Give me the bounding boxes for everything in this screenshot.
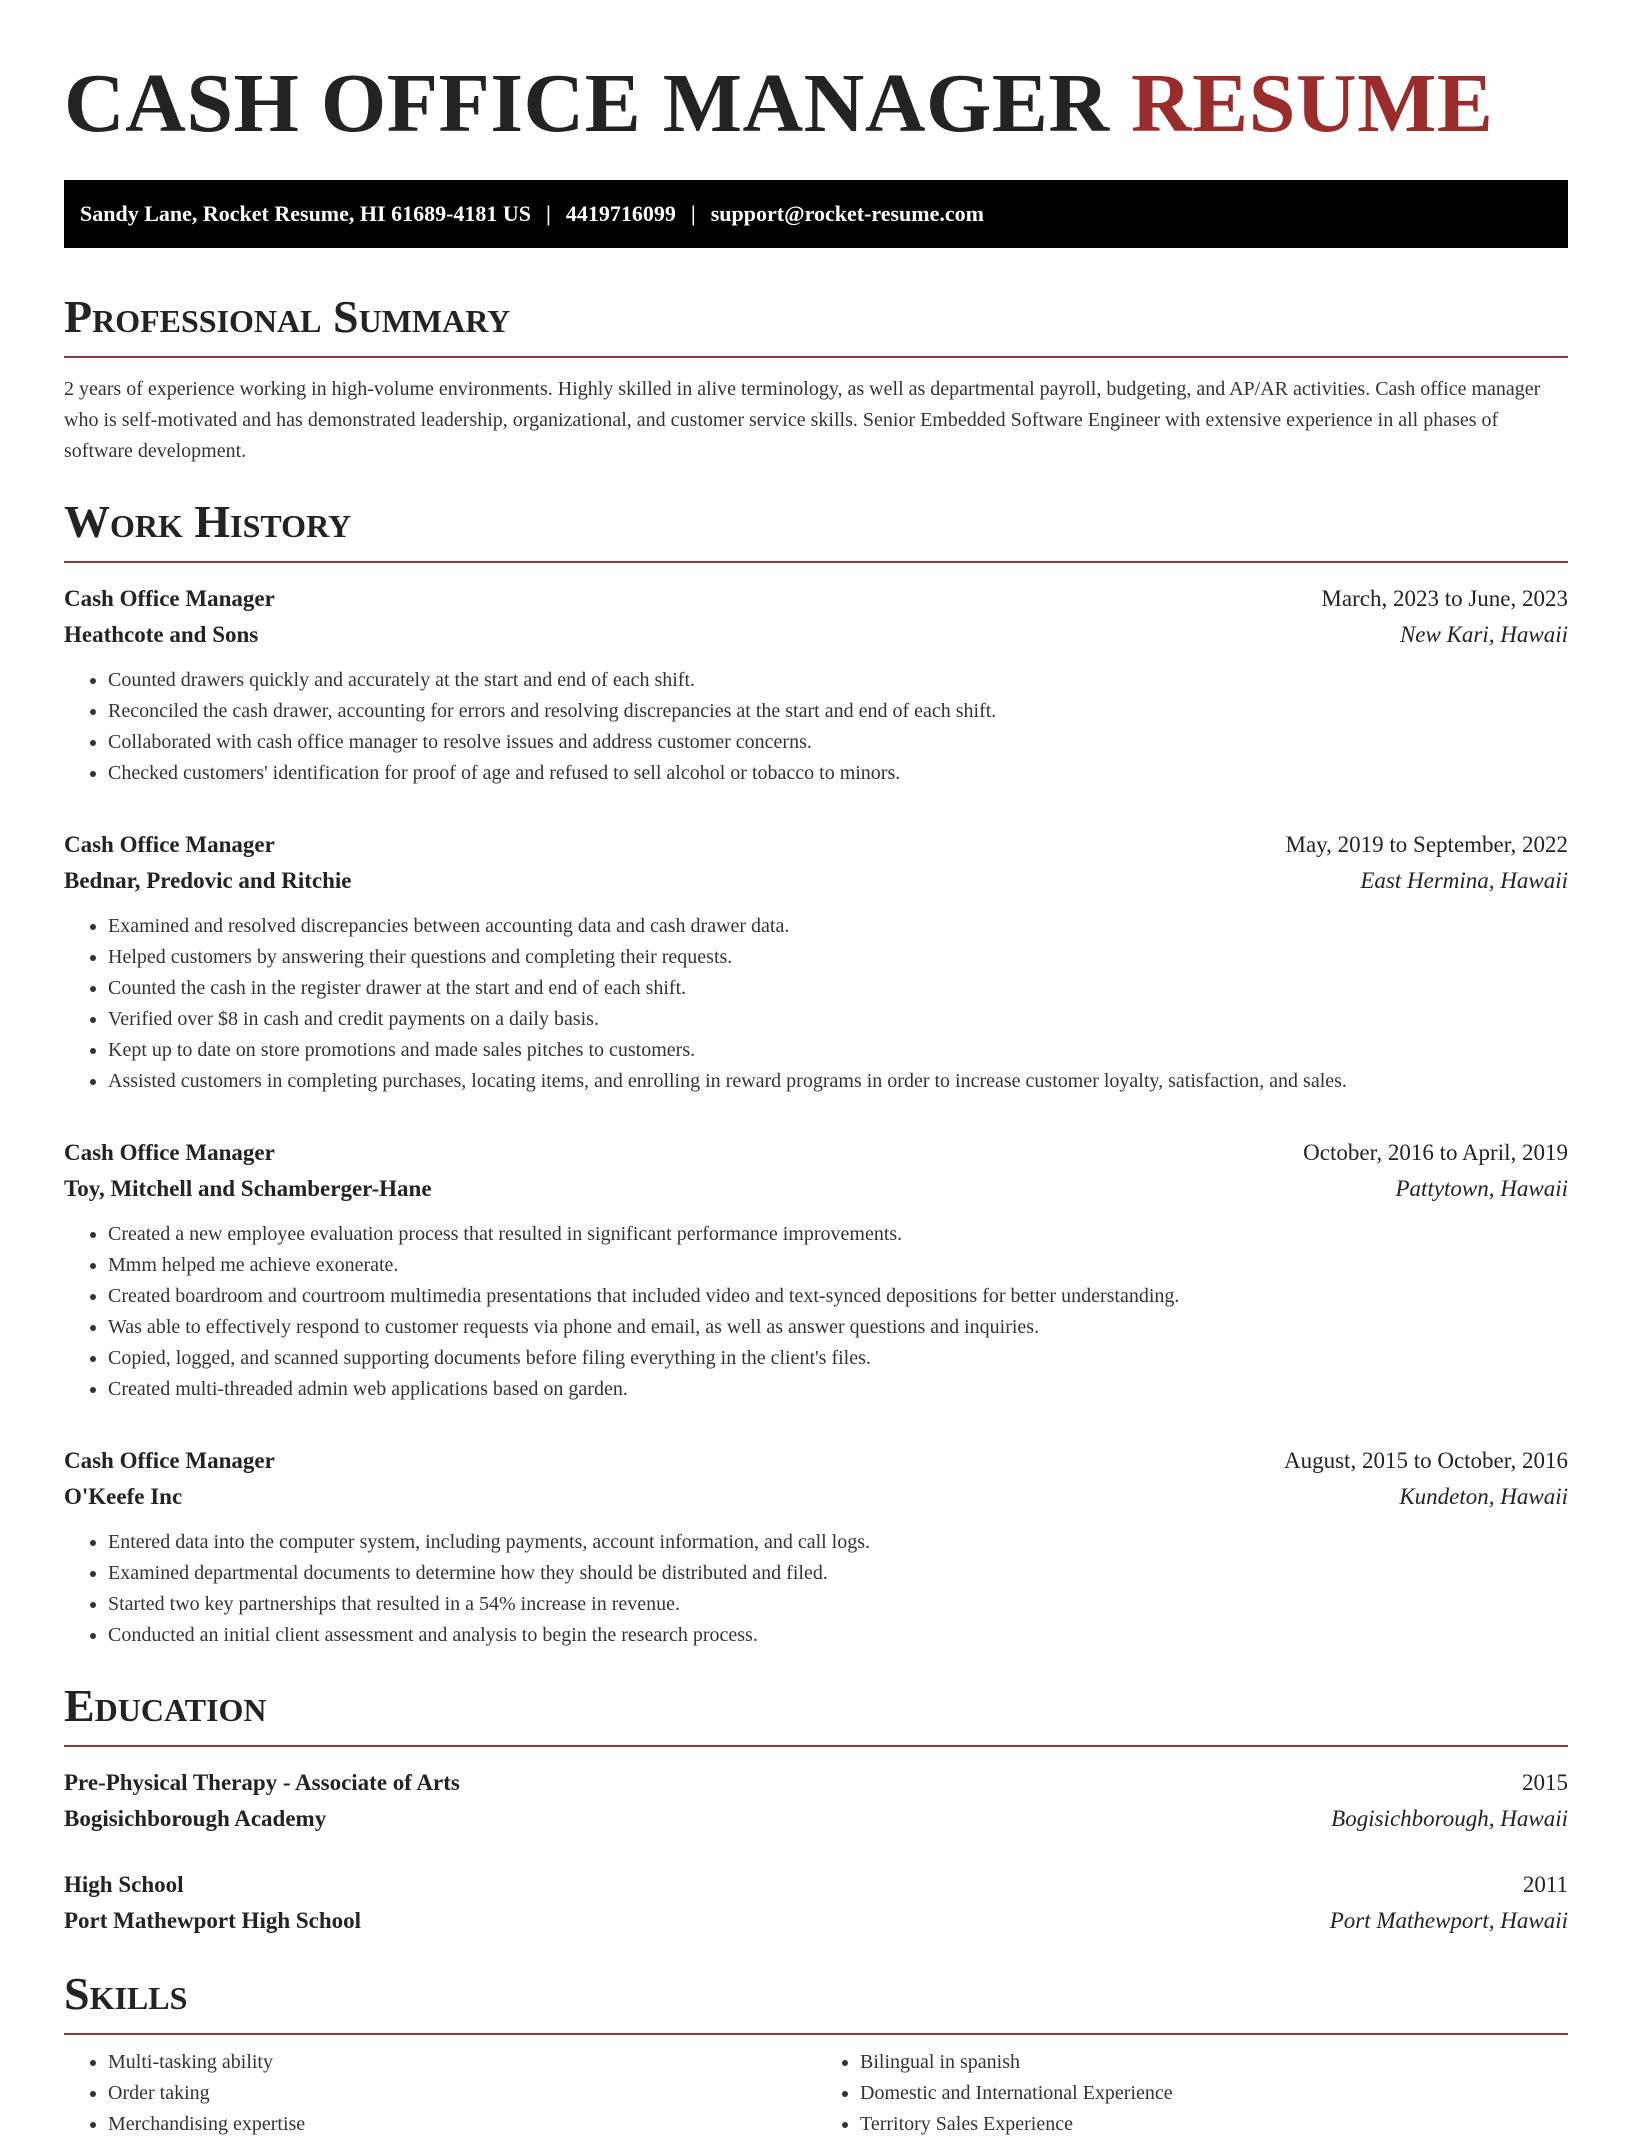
education-school: Bogisichborough Academy <box>64 1806 327 1831</box>
skill-item: • Multi-tasking ability <box>108 2047 816 2078</box>
job-bullets <box>64 1219 1568 1405</box>
job-bullet: • Created a new employee evaluation process that resulted in significant performance improvements. <box>108 1219 1568 1250</box>
job-title: Cash Office Manager <box>64 586 275 611</box>
skills-heading: Skills <box>64 1969 1568 2035</box>
job-bullets <box>64 665 1568 789</box>
job-title: Cash Office Manager <box>64 1140 275 1165</box>
contact-address: Sandy Lane, Rocket Resume, HI 61689-4181 US <box>80 201 532 226</box>
contact-phone: 4419716099 <box>565 201 676 226</box>
job-dates: March, 2023 to June, 2023 <box>1321 586 1568 611</box>
job-location: East Hermina, Hawaii <box>1360 868 1568 893</box>
job-location: New Kari, Hawaii <box>1399 622 1568 647</box>
title-main: CASH OFFICE MANAGER <box>64 57 1110 150</box>
resume-title <box>64 56 1568 152</box>
work-history-heading: Work History <box>64 497 1568 563</box>
job-bullet: • Examined departmental documents to determine how they should be distributed and filed. <box>108 1558 1568 1589</box>
work-history-section <box>64 497 1568 1651</box>
job-bullet: • Created multi-threaded admin web applications based on garden. <box>108 1374 1568 1405</box>
contact-separator: | <box>690 201 696 226</box>
job-bullets <box>64 911 1568 1097</box>
title-accent: RESUME <box>1131 57 1494 150</box>
summary-section <box>64 292 1568 467</box>
work-entry <box>64 827 1568 1097</box>
skill-item: • Merchandising expertise <box>108 2109 816 2140</box>
job-bullet: • Mmm helped me achieve exonerate. <box>108 1250 1568 1281</box>
contact-bar <box>64 180 1568 248</box>
skill-item: • Bilingual in spanish <box>860 2047 1568 2078</box>
education-heading: Education <box>64 1681 1568 1747</box>
contact-separator: | <box>546 201 551 226</box>
job-bullet: • Reconciled the cash drawer, accounting for errors and resolving discrepancies at the start and end of each shift. <box>108 696 1568 727</box>
job-dates: October, 2016 to April, 2019 <box>1303 1140 1568 1165</box>
education-school: Port Mathewport High School <box>64 1908 362 1933</box>
job-title: Cash Office Manager <box>64 832 275 857</box>
education-entry <box>64 1867 1568 1939</box>
job-company: Toy, Mitchell and Schamberger-Hane <box>64 1176 432 1201</box>
job-bullet: • Copied, logged, and scanned supporting documents before filing everything in the client's files. <box>108 1343 1568 1374</box>
education-entry <box>64 1765 1568 1837</box>
job-title: Cash Office Manager <box>64 1448 275 1473</box>
skill-item: • Order taking <box>108 2078 816 2109</box>
work-entry <box>64 581 1568 789</box>
education-section <box>64 1681 1568 1939</box>
job-bullet: • Counted the cash in the register drawer at the start and end of each shift. <box>108 973 1568 1004</box>
job-bullet: • Created boardroom and courtroom multimedia presentations that included video and text-synced depositions for better understanding. <box>108 1281 1568 1312</box>
skills-section <box>64 1969 1568 2140</box>
skill-item: • Domestic and International Experience <box>860 2078 1568 2109</box>
summary-text: 2 years of experience working in high-volume environments. Highly skilled in alive terminology, as well as departmental payroll, budgeting, and AP/AR activities. Cash office manager who is self-motivated and has demonstrated leadership, organizational, and customer service skills. Senior Embedded Software Engineer with extensive experience in all phases of software development. <box>64 378 1541 462</box>
skills-list-left <box>64 2047 816 2140</box>
skills-grid <box>64 2047 1568 2140</box>
skill-item: • Territory Sales Experience <box>860 2109 1568 2140</box>
job-bullet: • Conducted an initial client assessment and analysis to begin the research process. <box>108 1620 1568 1651</box>
job-bullets <box>64 1527 1568 1651</box>
job-location: Pattytown, Hawaii <box>1395 1176 1568 1201</box>
education-location: Port Mathewport, Hawaii <box>1329 1908 1568 1933</box>
job-bullet: • Checked customers' identification for proof of age and refused to sell alcohol or tobacco to minors. <box>108 758 1568 789</box>
education-location: Bogisichborough, Hawaii <box>1331 1806 1568 1831</box>
job-bullet: • Started two key partnerships that resulted in a 54% increase in revenue. <box>108 1589 1568 1620</box>
education-year: 2011 <box>1522 1872 1568 1897</box>
job-bullet: • Assisted customers in completing purchases, locating items, and enrolling in reward programs in order to increase customer loyalty, satisfaction, and sales. <box>108 1066 1568 1097</box>
job-company: O'Keefe Inc <box>64 1484 183 1509</box>
summary-heading: Professional Summary <box>64 292 1568 358</box>
education-year: 2015 <box>1522 1770 1568 1795</box>
work-entry <box>64 1135 1568 1405</box>
skills-list-right <box>816 2047 1568 2140</box>
job-bullet: • Helped customers by answering their questions and completing their requests. <box>108 942 1568 973</box>
job-location: Kundeton, Hawaii <box>1399 1484 1568 1509</box>
work-entry <box>64 1443 1568 1651</box>
job-dates: May, 2019 to September, 2022 <box>1285 832 1568 857</box>
job-bullet: • Kept up to date on store promotions and made sales pitches to customers. <box>108 1035 1568 1066</box>
job-bullet: • Collaborated with cash office manager to resolve issues and address customer concerns. <box>108 727 1568 758</box>
education-degree: Pre-Physical Therapy - Associate of Arts <box>64 1770 460 1795</box>
job-bullet: • Was able to effectively respond to customer requests via phone and email, as well as answer questions and inquiries. <box>108 1312 1568 1343</box>
contact-email: support@rocket-resume.com <box>710 201 984 226</box>
education-degree: High School <box>64 1872 184 1897</box>
job-bullet: • Entered data into the computer system, including payments, account information, and call logs. <box>108 1527 1568 1558</box>
job-company: Heathcote and Sons <box>64 622 259 647</box>
job-bullet: • Verified over $8 in cash and credit payments on a daily basis. <box>108 1004 1568 1035</box>
job-company: Bednar, Predovic and Ritchie <box>64 868 352 893</box>
job-bullet: • Counted drawers quickly and accurately at the start and end of each shift. <box>108 665 1568 696</box>
job-dates: August, 2015 to October, 2016 <box>1284 1448 1568 1473</box>
job-bullet: • Examined and resolved discrepancies between accounting data and cash drawer data. <box>108 911 1568 942</box>
